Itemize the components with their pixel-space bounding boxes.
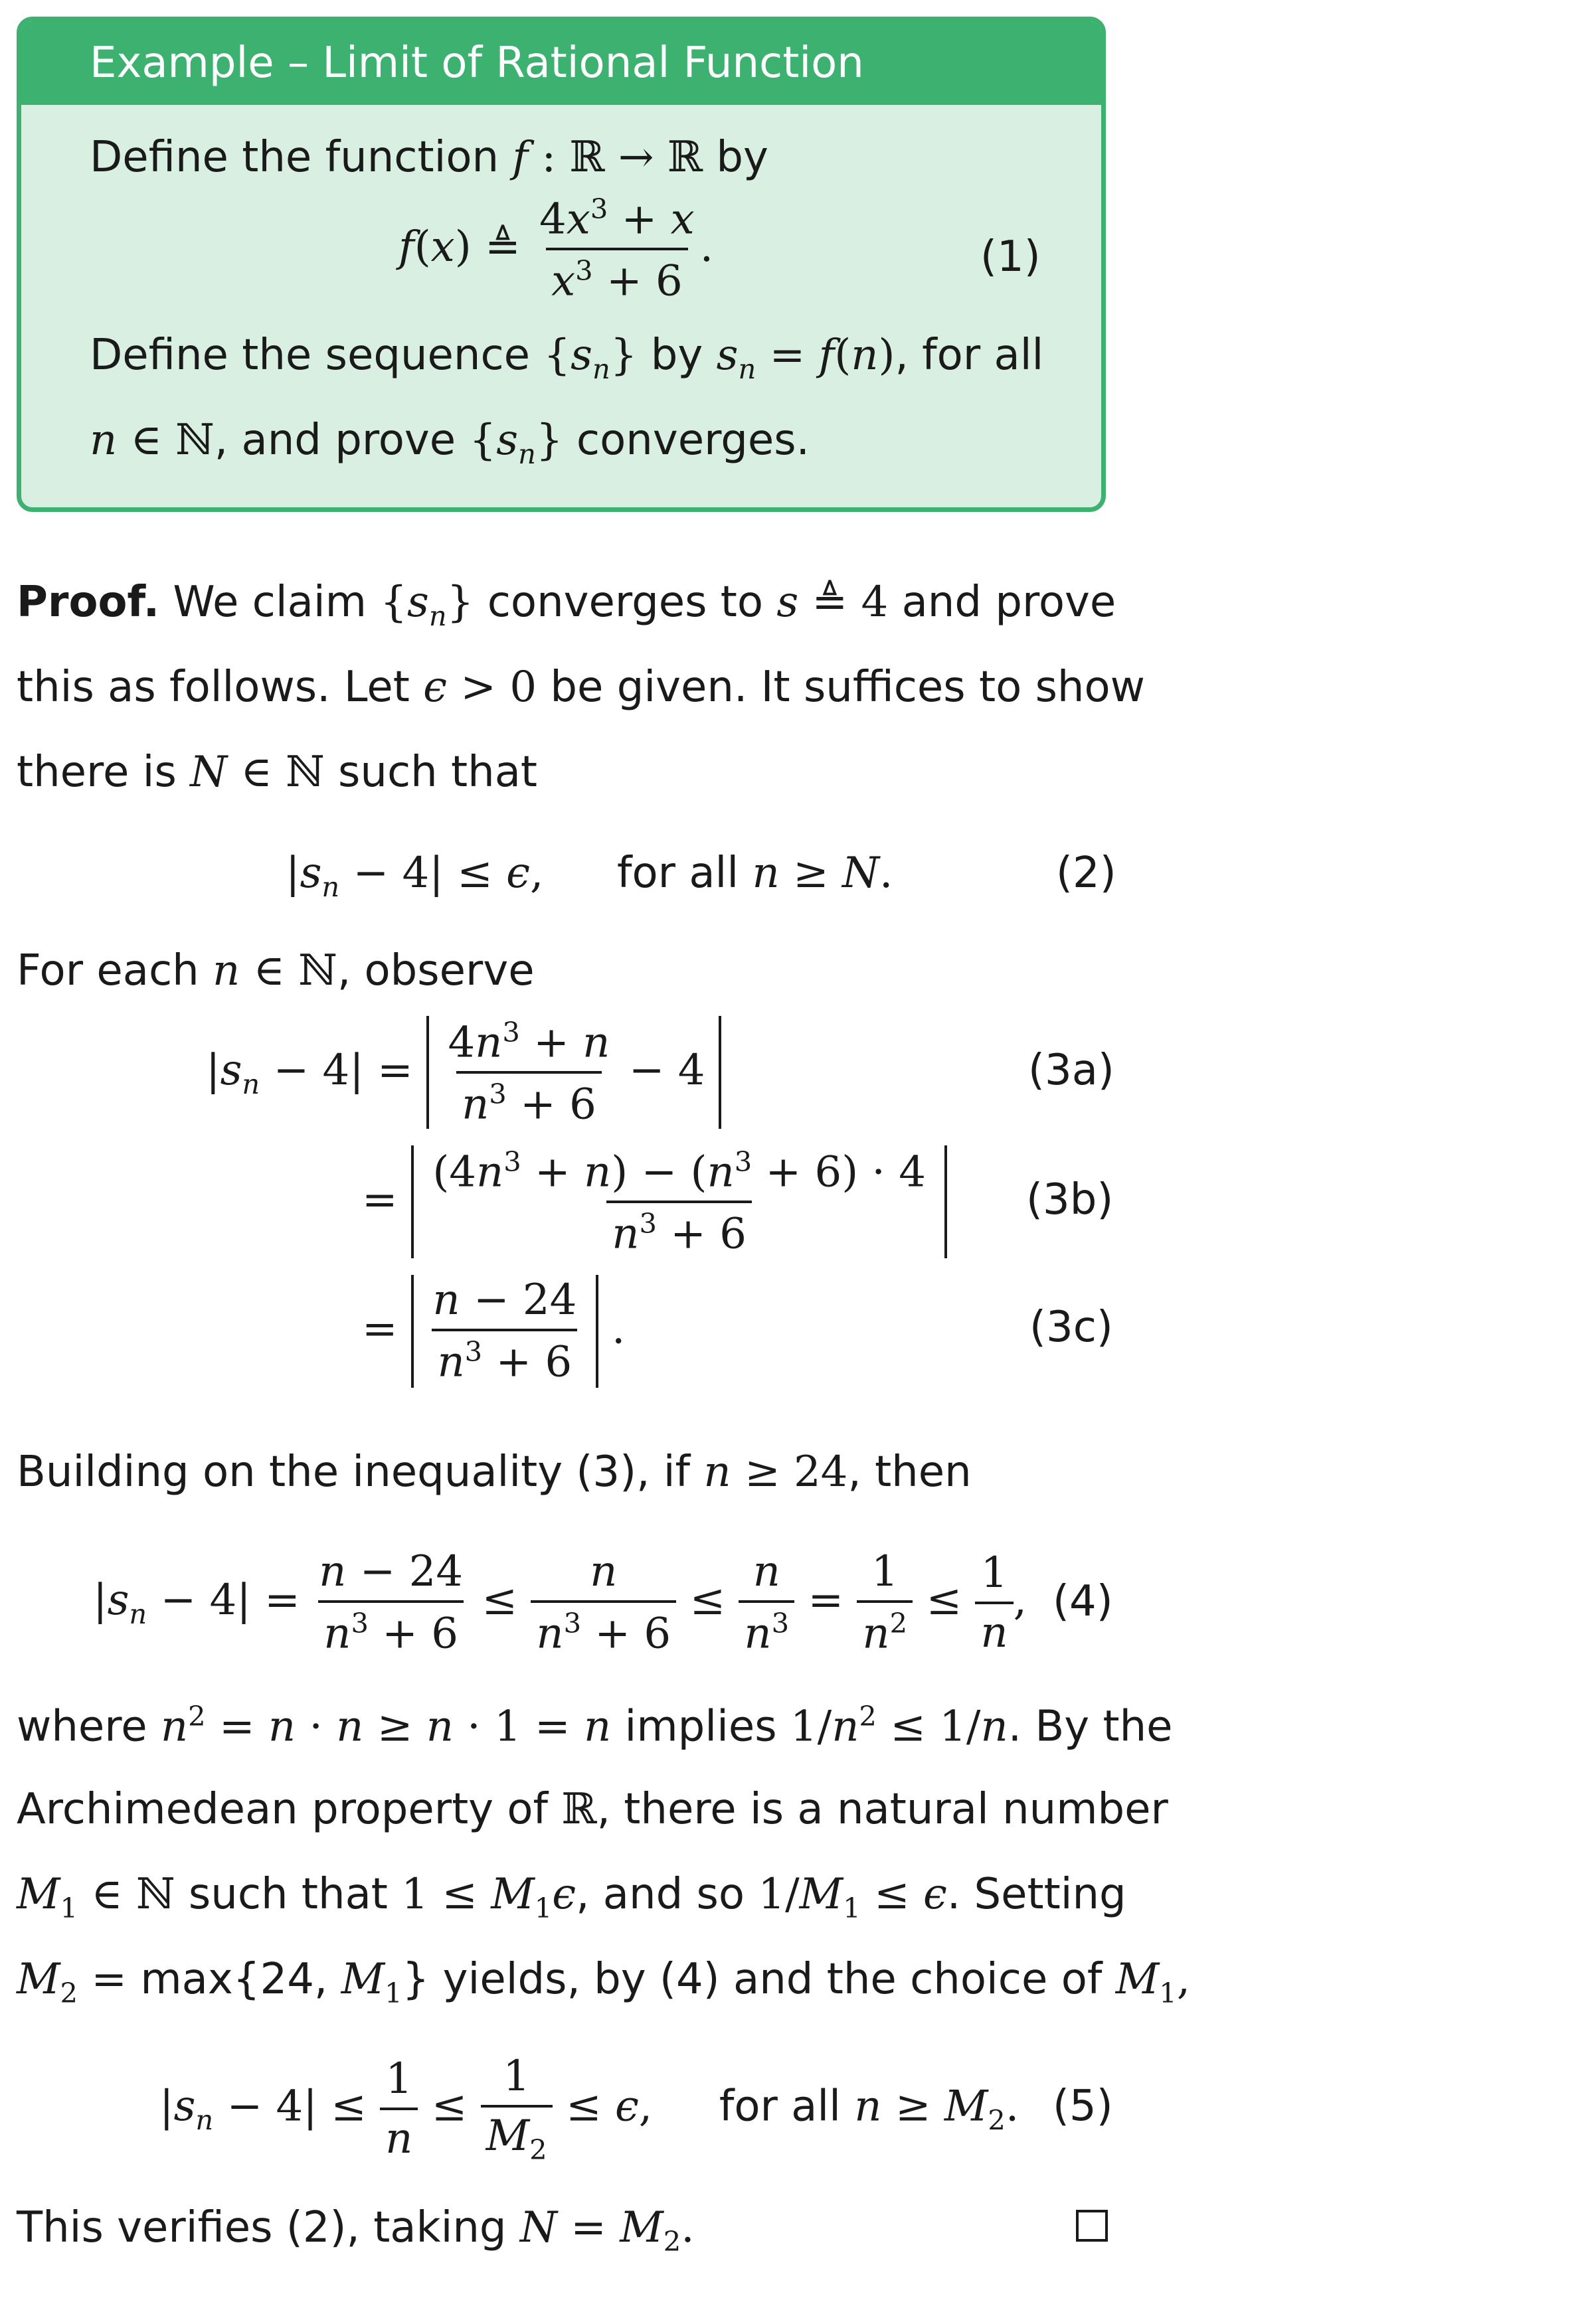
equation-3c: = $\frac{n - 24}{n^3 + 6}$ .: [362, 1276, 626, 1387]
eq-label-3a: (3a): [1028, 1046, 1114, 1095]
eq-label-4: (4): [1053, 1577, 1113, 1626]
proof-line-7: Archimedean property of ℝ, there is a natural number: [17, 1785, 1168, 1834]
qed-square: [1076, 2210, 1108, 2242]
proof-line-3: there is N ∈ ℕ such that: [17, 748, 537, 797]
equation-1: f(x) ≜ $\frac{4x^3 + x}{x^3 + 6}$ .: [398, 193, 714, 306]
proof-line-9: $M_2 = \max\{24$, $M_1$} yields, by (4) and the choice of $M_1$,: [17, 1955, 1191, 2009]
proof-line-4: For each n ∈ ℕ, observe: [17, 946, 535, 995]
eq-label-1: (1): [980, 232, 1041, 282]
eq-label-5: (5): [1053, 2082, 1113, 2131]
equation-4: $|s_n - 4|$ = $\frac{n - 24}{n^3 + 6}$ ≤ $\frac{n}{n^3 + 6}$ ≤ $\frac{n}{n^3}$ = $\frac{1}{n^2}$ ≤ $\frac{1}{n}$ ,: [93, 1547, 1027, 1659]
eq-label-3b: (3b): [1026, 1175, 1114, 1224]
example-line-2: Define the sequence $\{s_n\}$ by $s_n = f(n)$, for all: [90, 331, 1044, 385]
proof-line-2: this as follows. Let ϵ > 0 be given. It suffices to show: [17, 663, 1145, 712]
proof-line-10: This verifies (2), taking $N = M_2$.: [17, 2203, 695, 2258]
proof-line-8: $M_1$ ∈ ℕ such that $1 \le M_1\epsilon$, and so $1/M_1 \le \epsilon$. Setting: [17, 1870, 1126, 1924]
eq-label-3c: (3c): [1029, 1303, 1113, 1352]
example-line-1: Define the function f : ℝ → ℝ by: [90, 133, 768, 182]
proof-heading: Proof.: [17, 578, 160, 627]
eq-label-2: (2): [1056, 849, 1116, 898]
proof-line-5: Building on the inequality (3), if n ≥ 24, then: [17, 1448, 972, 1497]
equation-3b: = $\frac{(4n^3 + n) - (n^3 + 6) \cdot 4}{n^3 + 6}$: [362, 1145, 947, 1259]
equation-3a: $|s_n - 4|$ = $\frac{4n^3 + n}{n^3 + 6}$ − 4: [206, 1016, 721, 1129]
equation-5: $|s_n - 4|$ ≤ $\frac{1}{n}$ ≤ $\frac{1}{M_2}$ ≤ ϵ, for all $n \ge M_2$.: [159, 2052, 1019, 2166]
proof-line-6: where $n^2 = n \cdot n \ge n \cdot 1 = n$ implies $1/n^2 \le 1/n$. By the: [17, 1700, 1173, 1752]
example-line-3: n ∈ ℕ, and prove $\{s_n\}$ converges.: [90, 416, 810, 470]
example-title: Example – Limit of Rational Function: [21, 21, 1101, 105]
equation-2: $|s_n - 4| \le \epsilon$, for all n ≥ N.: [286, 849, 893, 903]
proof-line-1: Proof. We claim $\{s_n\}$ converges to s ≜ 4 and prove: [17, 578, 1116, 632]
